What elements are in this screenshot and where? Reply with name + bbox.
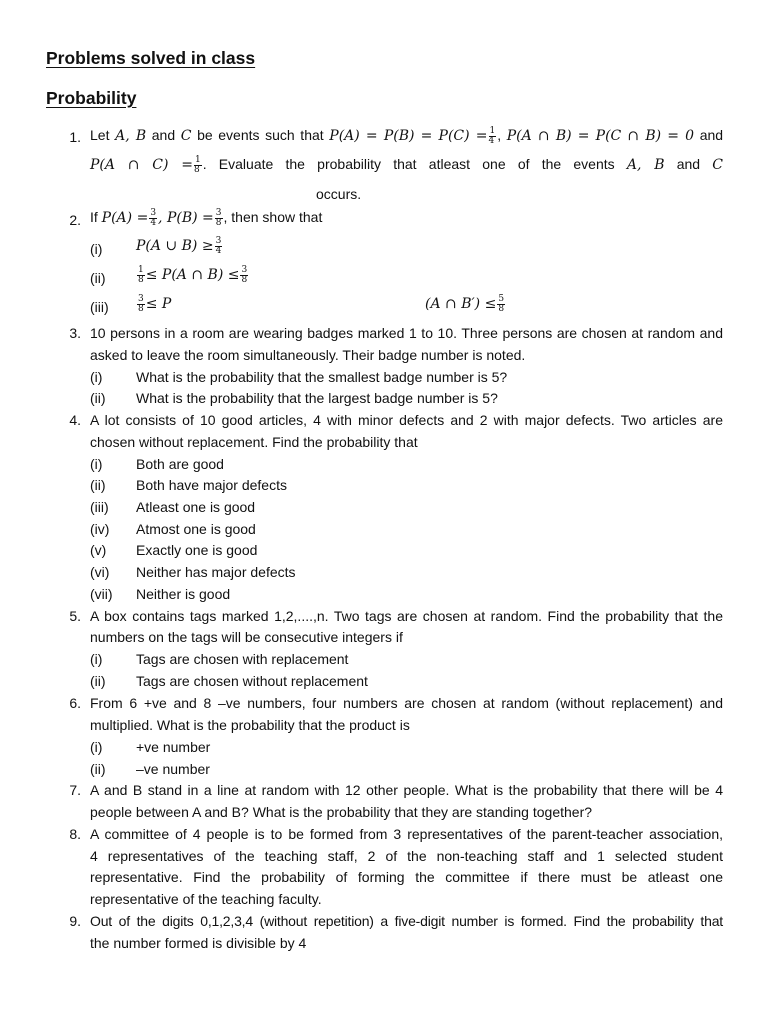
problem-number: 8. (69, 826, 81, 842)
problem-text: numbers on the tags will be consecutive integers if (90, 629, 403, 645)
sub-label: (i) (90, 369, 103, 385)
problem-number: 3. (69, 325, 81, 341)
sub-label: (i) (90, 739, 103, 755)
problem-text: 4 representatives of the teaching staff, 2 of the non-teaching staff and 1 selected student (90, 848, 723, 864)
problem-text: representative of the teaching faculty. (90, 891, 322, 907)
problem-number: 4. (69, 412, 81, 428)
problem-2-i: P(A ∪ B) ≥ $\frac{3}{4}$ (136, 236, 222, 256)
sub-item: +ve number (136, 739, 211, 755)
problem-2-ii: $\frac{1}{8}$ ≤ P(A ∩ B) ≤ $\frac{3}{8}$ (138, 265, 248, 285)
section-heading: Probability (46, 88, 137, 108)
sub-item: Neither is good (136, 586, 231, 602)
sub-item: Both have major defects (136, 477, 287, 493)
sub-label: (i) (90, 241, 103, 257)
problem-text: asked to leave the room simultaneously. Their badge number is noted. (90, 347, 526, 363)
sub-item: Atleast one is good (136, 499, 256, 515)
problem-text: A and B stand in a line at random with 12 other people. What is the probability that there will be 4 (90, 782, 723, 798)
problem-text: From 6 +ve and 8 –ve numbers, four numbers are chosen at random (without replacement) and (90, 695, 723, 711)
problem-text: A committee of 4 people is to be formed from 3 representatives of the parent-teacher association, (90, 826, 723, 842)
sub-label: (i) (90, 651, 103, 667)
problem-text: multiplied. What is the probability that the product is (90, 717, 410, 733)
sub-label: (vii) (90, 586, 113, 602)
sub-item: Both are good (136, 456, 224, 472)
sub-item: Exactly one is good (136, 542, 258, 558)
problem-2-iii: $\frac{3}{8}$ ≤ P (138, 294, 172, 314)
sub-label: (iii) (90, 299, 109, 315)
sub-item: What is the probability that the largest badge number is 5? (136, 390, 498, 406)
sub-item: Tags are chosen with replacement (136, 651, 349, 667)
sub-label: (i) (90, 456, 103, 472)
problem-text: the number formed is divisible by 4 (90, 935, 307, 951)
problem-text: chosen without replacement. Find the probability that (90, 434, 418, 450)
sub-item: What is the probability that the smallest badge number is 5? (136, 369, 508, 385)
sub-label: (v) (90, 542, 107, 558)
problem-1-line-3: occurs. (316, 186, 362, 202)
problem-number: 5. (69, 608, 81, 624)
problem-text: 10 persons in a room are wearing badges marked 1 to 10. Three persons are chosen at random and (90, 325, 723, 341)
sub-label: (ii) (90, 477, 106, 493)
sub-label: (iii) (90, 499, 109, 515)
sub-item: –ve number (136, 761, 210, 777)
sub-label: (iv) (90, 521, 110, 537)
sub-item: Neither has major defects (136, 564, 296, 580)
problem-text: A lot consists of 10 good articles, 4 with minor defects and 2 with major defects. Two articles are (90, 412, 723, 428)
sub-item: Atmost one is good (136, 521, 256, 537)
problem-text: A box contains tags marked 1,2,....,n. Two tags are chosen at random. Find the probability that the (90, 608, 723, 624)
problem-1-line-1: Let A, B and C be events such that P(A) = P(B) = P(C) = $\frac{1}{4}$ , P(A ∩ B) = P(C ∩ B) = 0 and (90, 126, 724, 146)
sub-label: (ii) (90, 270, 106, 286)
problem-text: representative. Find the probability of forming the committee if there must be atleast one (90, 869, 723, 885)
problem-2-line-1: If P(A) = $\frac{3}{4}$ , P(B) = $\frac{3}{8}$ , then show that (90, 208, 323, 228)
problem-1-line-2: P(A ∩ C) = $\frac{1}{8}$ . Evaluate the probability that atleast one of the events A, B and C (90, 155, 723, 175)
sub-label: (vi) (90, 564, 110, 580)
problem-text: people between A and B? What is the probability that they are standing together? (90, 804, 593, 820)
page-title: Problems solved in class (46, 48, 256, 68)
problem-number: 1. (69, 129, 81, 145)
problem-number: 2. (69, 212, 81, 228)
problem-number: 6. (69, 695, 81, 711)
problem-2-iii-right: (A ∩ B′) ≤ $\frac{5}{8}$ (425, 294, 505, 314)
sub-label: (ii) (90, 761, 106, 777)
problem-text: Out of the digits 0,1,2,3,4 (without repetition) a five-digit number is formed. Find the probability that (90, 913, 723, 929)
problem-number: 9. (69, 913, 81, 929)
problem-number: 7. (69, 782, 81, 798)
sub-label: (ii) (90, 390, 106, 406)
sub-label: (ii) (90, 673, 106, 689)
sub-item: Tags are chosen without replacement (136, 673, 368, 689)
